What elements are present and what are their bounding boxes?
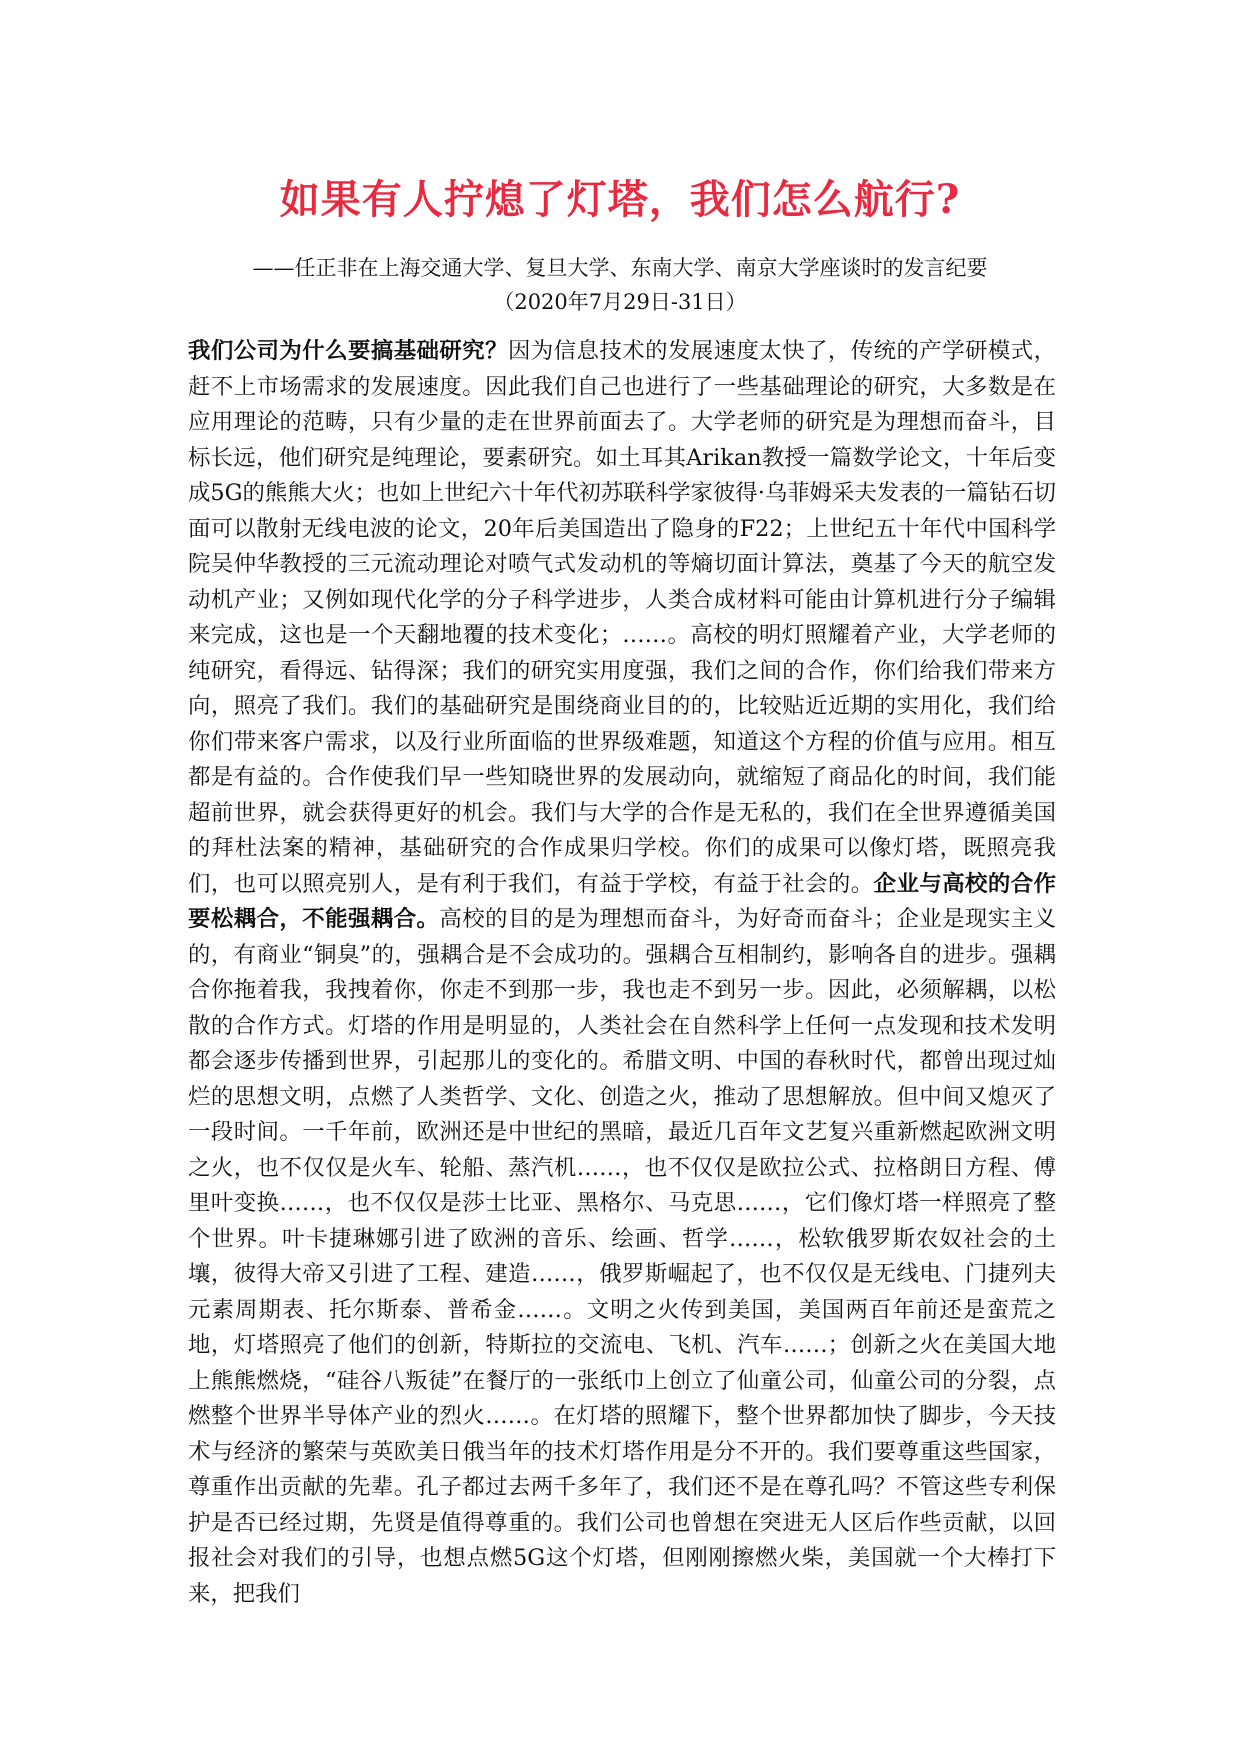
body-text-1: 因为信息技术的发展速度太快了，传统的产学研模式，赶不上市场需求的发展速度。因此我们自己也进行了一些基础理论的研究，大多数是在应用理论的范畴，只有少量的走在世界前面去了。大学老师的研究是为理想而奋斗，目标长远，他们研究是纯理论，要素研究。如土耳其Arikan教授一篇数学论文，十年后变成5G的熊熊大火；也如上世纪六十年代初苏联科学家彼得·乌菲姆采夫发表的一篇钻石切面可以散射无线电波的论文，20年后美国造出了隐身的F22；上世纪五十年代中国科学院吴仲华教授的三元流动理论对喷气式发动机的等熵切面计算法，奠基了今天的航空发动机产业；又例如现代化学的分子科学进步，人类合成材料可能由计算机进行分子编辑来完成，这也是一个天翻地覆的技术变化；……。高校的明灯照耀着产业，大学老师的纯研究，看得远、钻得深；我们的研究实用度强，我们之间的合作，你们给我们带来方向，照亮了我们。我们的基础研究是围绕商业目的的，比较贴近近期的实用化，我们给你们带来客户需求，以及行业所面临的世界级难题，知道这个方程的价值与应用。相互都是有益的。合作使我们早一些知晓世界的发展动向，就缩短了商品化的时间，我们能超前世界，就会获得更好的机会。我们与大学的合作是无私的，我们在全世界遵循美国的拜杜法案的精神，基础研究的合作成果归学校。你们的成果可以像灯塔，既照亮我们，也可以照亮别人，是有利于我们，有益于学校，有益于社会的。 xyxy=(188,338,1057,897)
document-title: 如果有人拧熄了灯塔，我们怎么航行? xyxy=(279,176,961,223)
body-bold-heading-1: 我们公司为什么要搞基础研究？ xyxy=(188,338,508,364)
body-bold-heading-2: 企业与高校的合作要松耦合，不能强耦合。 xyxy=(188,870,1057,932)
document-date: （2020年7月29日-31日） xyxy=(493,290,747,314)
body-text-2: 高校的目的是为理想而奋斗，为好奇而奋斗；企业是现实主义的，有商业“铜臭”的，强耦合是不会成功的。强耦合互相制约，影响各自的进步。强耦合你拖着我，我拽着你，你走不到那一步，我也走不到另一步。因此，必须解耦，以松散的合作方式。灯塔的作用是明显的，人类社会在自然科学上任何一点发现和技术发明都会逐步传播到世界，引起那儿的变化的。希腊文明、中国的春秋时代，都曾出现过灿烂的思想文明，点燃了人类哲学、文化、创造之火，推动了思想解放。但中间又熄灭了一段时间。一千年前，欧洲还是中世纪的黑暗，最近几百年文艺复兴重新燃起欧洲文明之火，也不仅仅是火车、轮船、蒸汽机……，也不仅仅是欧拉公式、拉格朗日方程、傅里叶变换……，也不仅仅是莎士比亚、黑格尔、马克思……，它们像灯塔一样照亮了整个世界。叶卡捷琳娜引进了欧洲的音乐、绘画、哲学……，松软俄罗斯农奴社会的土壤，彼得大帝又引进了工程、建造……，俄罗斯崛起了，也不仅仅是无线电、门捷列夫元素周期表、托尔斯泰、普希金……。文明之火传到美国，美国两百年前还是蛮荒之地，灯塔照亮了他们的创新，特斯拉的交流电、飞机、汽车……；创新之火在美国大地上熊熊燃烧，“硅谷八叛徒”在餐厅的一张纸巾上创立了仙童公司，仙童公司的分裂，点燃整个世界半导体产业的烈火……。在灯塔的照耀下，整个世界都加快了脚步，今天技术与经济的繁荣与英欧美日俄当年的技术灯塔作用是分不开的。我们要尊重这些国家，尊重作出贡献的先辈。孔子都过去两千多年了，我们还不是在尊孔吗？不管这些专利保护是否已经过期，先贤是值得尊重的。我们公司也曾想在突进无人区后作些贡献，以回报社会对我们的引导，也想点燃5G这个灯塔，但刚刚擦燃火柴，美国就一个大棒打下来，把我们 xyxy=(188,906,1057,1607)
document-subtitle: ——任正非在上海交通大学、复旦大学、东南大学、南京大学座谈时的发言纪要 xyxy=(252,256,988,280)
body-paragraph xyxy=(188,334,1056,1612)
